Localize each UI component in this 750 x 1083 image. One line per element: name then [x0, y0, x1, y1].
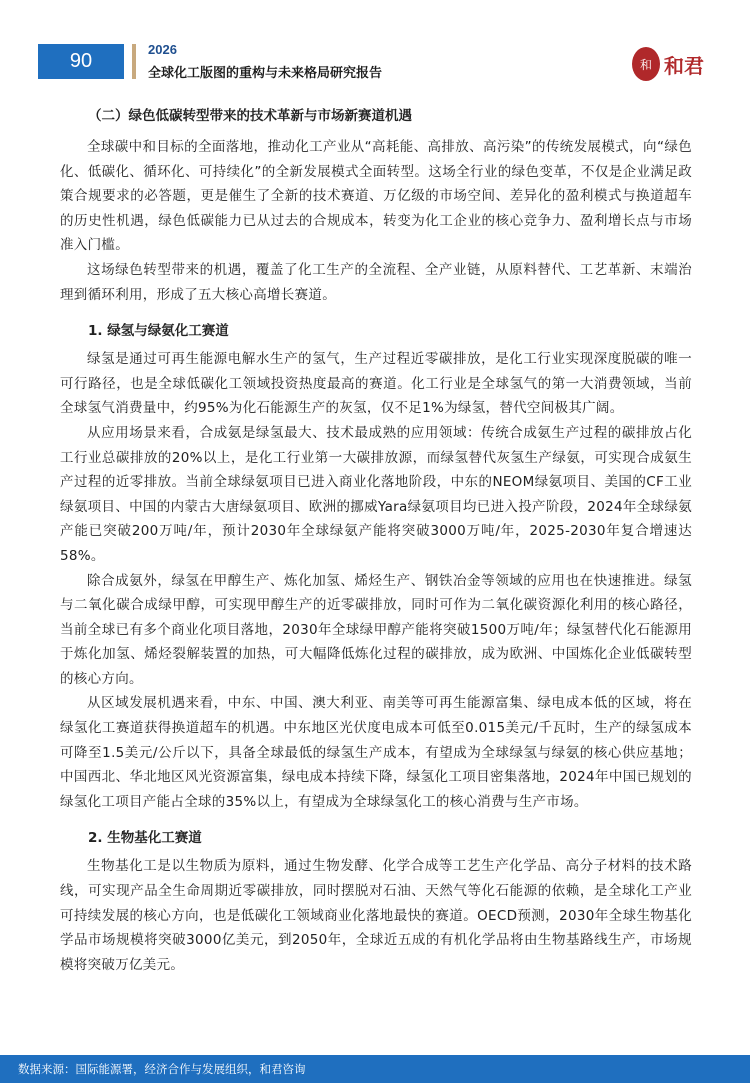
subsection-title: 1. 绿氢与绿氨化工赛道	[88, 323, 229, 340]
paragraph: 生物基化工是以生物质为原料，通过生物发酵、化学合成等工艺生产化学品、高分子材料的技术路线，可实现产品全生命周期近零碳排放，同时摆脱对石油、天然气等化石能源的依赖，是全球化工产业可持续发展的核心方向，也是低碳化工领域商业化落地最快的赛道。OECD预测，2030年全球生物基化学品市场规模将突破3000亿美元，到2050年，全球近五成的有机化学品将由生物基路线生产，市场规模将突破万亿美元。	[60, 858, 692, 973]
logo-text: 和君	[664, 53, 704, 78]
report-year: 2026	[148, 42, 177, 57]
section-title: （二）绿色低碳转型带来的技术革新与市场新赛道机遇	[88, 108, 412, 124]
paragraph: 这场绿色转型带来的机遇，覆盖了化工生产的全流程、全产业链，从原料替代、工艺革新、末端治理到循环利用，形成了五大核心高增长赛道。	[60, 261, 692, 303]
paragraph: 除合成氨外，绿氢在甲醇生产、炼化加氢、烯烃生产、钢铁冶金等领域的应用也在快速推进。绿氢与二氧化碳合成绿甲醇，可实现甲醇生产的近零碳排放，同时可作为二氧化碳资源化利用的核心路径，当前全球已有多个商业化项目落地，2030年全球绿甲醇产能将突破1500万吨/年；绿氢替代化石能源用于炼化加氢、烯烃裂解装置的加热，可大幅降低炼化过程的碳排放，成为欧洲、中国炼化企业低碳转型的核心方向。	[60, 572, 692, 687]
logo-seal-icon: 和	[632, 47, 660, 81]
brand-logo	[632, 44, 704, 84]
paragraph: 从区域发展机遇来看，中东、中国、澳大利亚、南美等可再生能源富集、绿电成本低的区域，将在绿氢化工赛道获得换道超车的机遇。中东地区光伏度电成本可低至0.015美元/千瓦时，生产的绿氢成本可降至1.5美元/公斤以下，具备全球最低的绿氢生产成本，有望成为全球绿氢与绿氨的核心供应基地；中国西北、华北地区风光资源富集，绿电成本持续下降，绿氢化工项目密集落地，2024年中国已规划的绿氢化工项目产能占全球的35%以上，有望成为全球绿氢化工的核心消费与生产市场。	[60, 695, 692, 810]
subsection-title: 2. 生物基化工赛道	[88, 830, 202, 847]
paragraph: 从应用场景来看，合成氨是绿氢最大、技术最成熟的应用领域：传统合成氨生产过程的碳排放占化工行业总碳排放的20%以上，是化工行业第一大碳排放源，而绿氢替代灰氢生产绿氨，可实现合成氨生产过程的近零排放。当前全球绿氨项目已进入商业化落地阶段，中东的NEOM绿氨项目、美国的CF工业绿氨项目、中国的内蒙古大唐绿氨项目、欧洲的挪威Yara绿氨项目均已进入投产阶段，2024年全球绿氨产能已突破200万吨/年，预计2030年全球绿氨产能将突破3000万吨/年，2025-2030年复合增速达58%。	[60, 424, 692, 564]
header-divider	[132, 44, 136, 79]
report-title: 全球化工版图的重构与未来格局研究报告	[148, 66, 383, 81]
paragraph: 全球碳中和目标的全面落地，推动化工产业从“高耗能、高排放、高污染”的传统发展模式，向“绿色化、低碳化、循环化、可持续化”的全新发展模式全面转型。这场全行业的绿色变革，不仅是企业满足政策合规要求的必答题，更是催生了全新的技术赛道、万亿级的市场空间、差异化的盈利模式与换道超车的历史性机遇，绿色低碳能力已从过去的合规成本，转变为化工企业的核心竞争力、盈利增长点与市场准入门槛。	[60, 139, 692, 254]
main-content	[60, 104, 692, 977]
paragraph: 绿氢是通过可再生能源电解水生产的氢气，生产过程近零碳排放，是化工行业实现深度脱碳的唯一可行路径，也是全球低碳化工领域投资热度最高的赛道。化工行业是全球氢气的第一大消费领域，当前全球氢气消费量中，约95%为化石能源生产的灰氢，仅不足1%为绿氢，替代空间极其广阔。	[60, 351, 692, 417]
page-number: 90	[38, 44, 124, 79]
footer-source: 数据来源：国际能源署，经济合作与发展组织，和君咨询	[0, 1055, 750, 1083]
